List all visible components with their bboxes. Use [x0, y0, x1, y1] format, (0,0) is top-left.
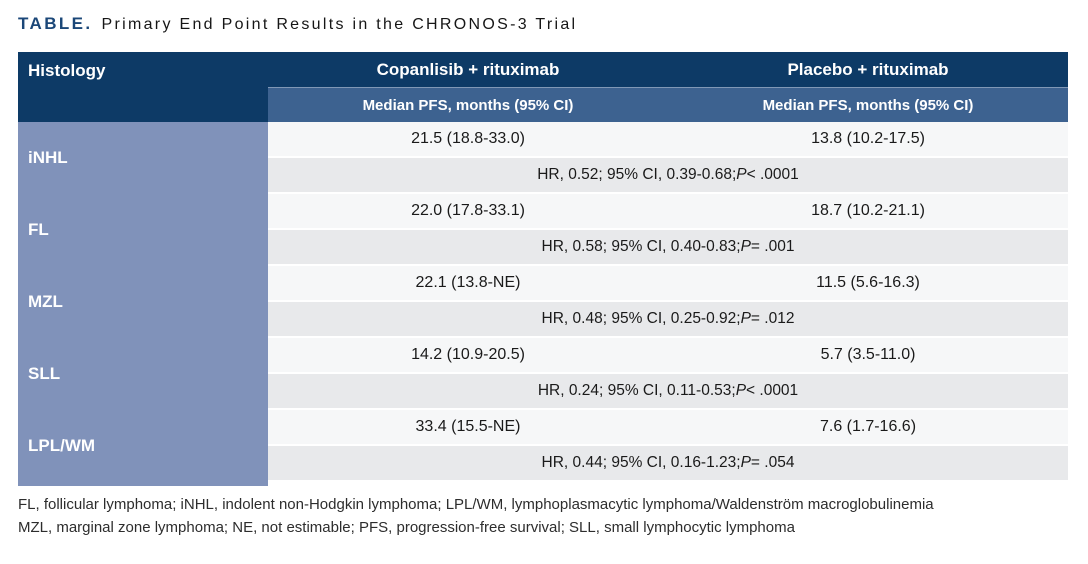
pfs-value-arm1: 14.2 (10.9-20.5) — [411, 346, 525, 363]
histology-label-sll: SLL — [28, 364, 61, 383]
table-body — [18, 122, 1068, 486]
p-symbol: P — [735, 382, 747, 399]
header-arm1-cell: Copanlisib + rituximab — [376, 59, 560, 79]
pfs-value-arm2: 13.8 (10.2-17.5) — [811, 130, 925, 147]
hazard-ratio-row — [268, 446, 1068, 480]
table-title — [18, 14, 577, 34]
table-header — [18, 52, 1068, 122]
pfs-value-arm1: 22.1 (13.8-NE) — [415, 274, 521, 291]
histology-label-inhl: iNHL — [28, 148, 68, 167]
footnotes — [18, 493, 1078, 539]
hazard-ratio-row — [268, 230, 1068, 264]
pfs-value-arm2: 11.5 (5.6-16.3) — [816, 274, 920, 291]
subheader-row — [268, 87, 1068, 122]
hr-text: HR, 0.44; 95% CI, 0.16-1.23; — [541, 454, 741, 471]
data-columns — [268, 122, 1068, 486]
pfs-value-arm1: 22.0 (17.8-33.1) — [411, 202, 525, 219]
table-row-inhl — [268, 122, 1068, 192]
footnote-line-2: MZL, marginal zone lymphoma; NE, not estimable; PFS, progression-free survival; SLL, small lymphocytic lymphoma — [18, 519, 795, 536]
hr-text: HR, 0.24; 95% CI, 0.11-0.53; — [537, 382, 736, 399]
p-value: < .0001 — [746, 382, 799, 399]
p-symbol: P — [740, 238, 751, 255]
histology-label-mzl: MZL — [28, 292, 63, 311]
hazard-ratio-row — [268, 374, 1068, 408]
subheader-arm2-cell: Median PFS, months (95% CI) — [762, 96, 974, 114]
p-value: = .054 — [750, 454, 795, 471]
header-arm2-cell: Placebo + rituximab — [787, 59, 949, 79]
histology-label-fl: FL — [28, 220, 49, 239]
table-title-text: Primary End Point Results in the CHRONOS-3 Trial — [101, 16, 578, 33]
p-symbol: P — [736, 166, 747, 183]
p-symbol: P — [740, 454, 751, 471]
histology-label-lplwm: LPL/WM — [28, 436, 96, 455]
pfs-value-arm2: 5.7 (3.5-11.0) — [820, 346, 916, 363]
pfs-value-arm2: 7.6 (1.7-16.6) — [819, 418, 917, 435]
p-value: = .012 — [750, 310, 795, 327]
header-arm-row — [268, 52, 1068, 87]
pfs-value-arm2: 18.7 (10.2-21.1) — [811, 202, 925, 219]
table-title-label: TABLE. — [18, 14, 93, 33]
table-row-fl — [268, 194, 1068, 264]
p-value: = .001 — [750, 238, 795, 255]
table-row-lplwm — [268, 410, 1068, 480]
table-row-mzl — [268, 266, 1068, 336]
value-row — [268, 410, 1068, 444]
footnote-line-1: FL, follicular lymphoma; iNHL, indolent non-Hodgkin lymphoma; LPL/WM, lymphoplasmacytic lymphoma/Waldenström macroglobulinemia — [18, 496, 934, 513]
pfs-value-arm1: 33.4 (15.5-NE) — [415, 418, 521, 435]
header-histology-cell: Histology — [18, 52, 268, 122]
p-symbol: P — [740, 310, 751, 327]
value-row — [268, 194, 1068, 228]
hr-text: HR, 0.58; 95% CI, 0.40-0.83; — [541, 238, 741, 255]
subheader-arm1-cell: Median PFS, months (95% CI) — [362, 96, 574, 114]
pfs-value-arm1: 21.5 (18.8-33.0) — [411, 130, 525, 147]
value-row — [268, 122, 1068, 156]
histology-column — [18, 122, 268, 486]
hazard-ratio-row — [268, 302, 1068, 336]
value-row — [268, 338, 1068, 372]
hr-text: HR, 0.48; 95% CI, 0.25-0.92; — [541, 310, 741, 327]
hr-text: HR, 0.52; 95% CI, 0.39-0.68; — [537, 166, 737, 183]
results-table — [18, 52, 1068, 486]
header-arms-block — [268, 52, 1068, 122]
hazard-ratio-row — [268, 158, 1068, 192]
p-value: < .0001 — [746, 166, 799, 183]
table-row-sll — [268, 338, 1068, 408]
value-row — [268, 266, 1068, 300]
